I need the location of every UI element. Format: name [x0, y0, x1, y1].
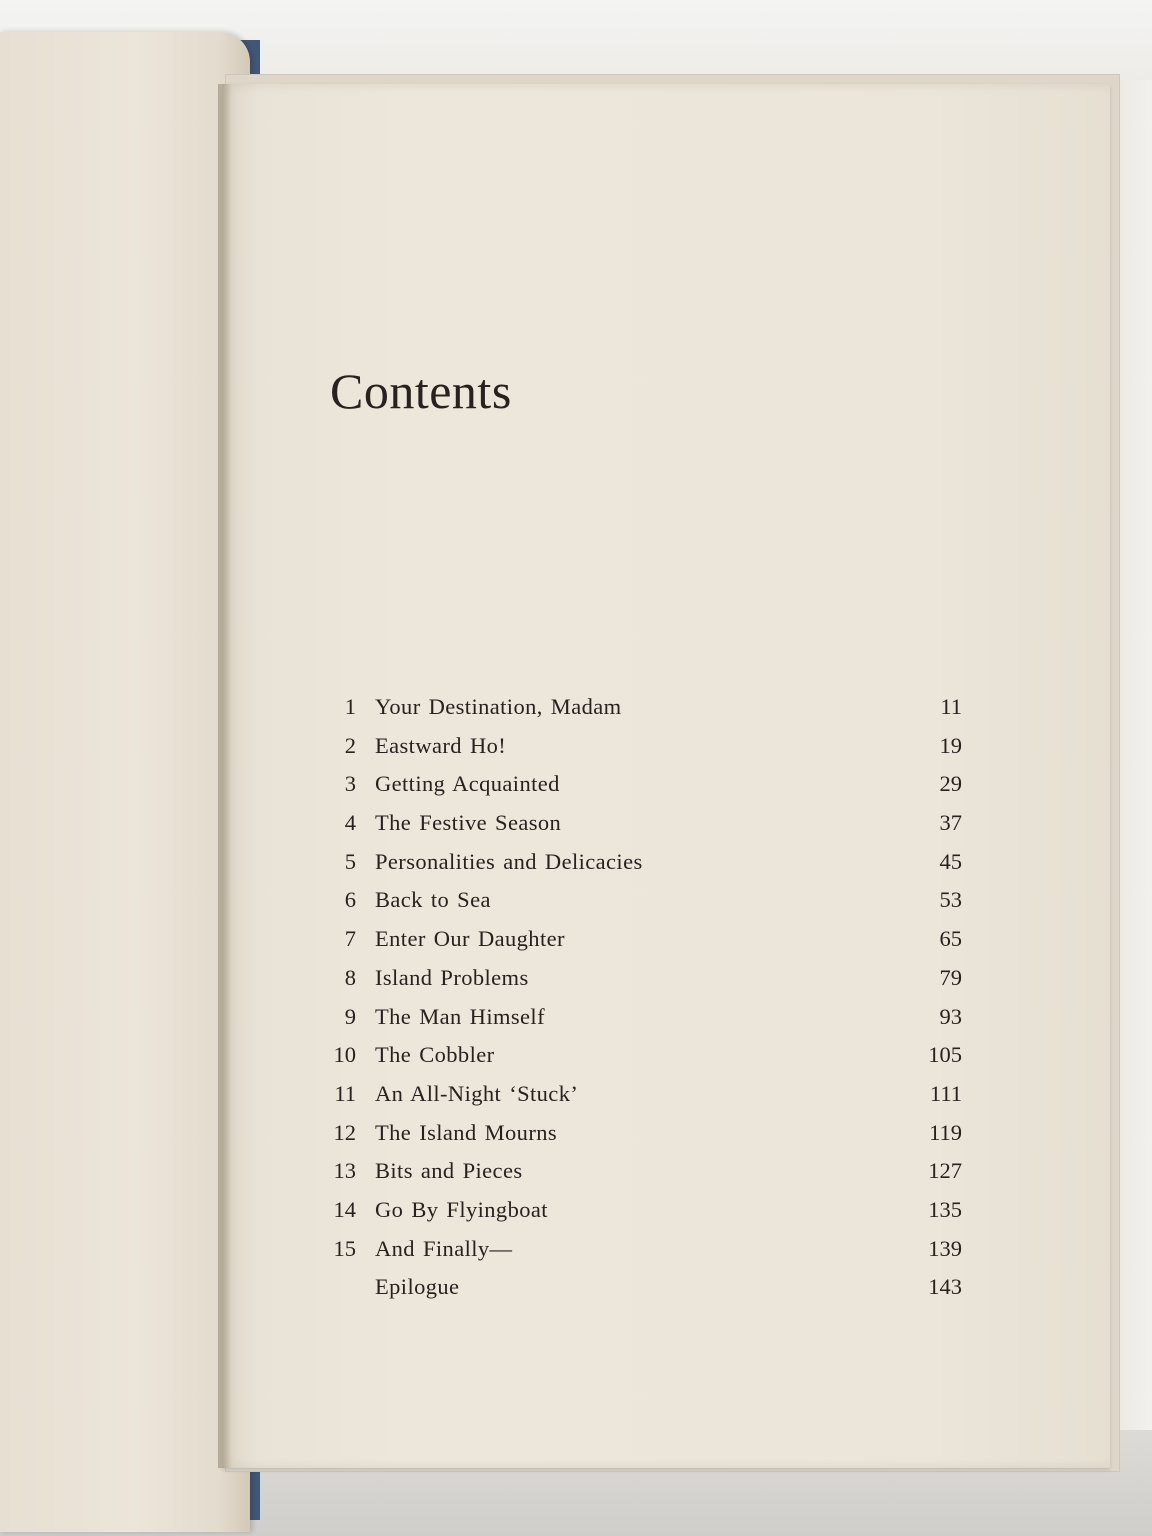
chapter-title: Personalities and Delicacies	[375, 848, 643, 874]
page-number: 127	[928, 1158, 962, 1184]
chapter-title: The Festive Season	[375, 810, 562, 836]
toc-entry[interactable]	[320, 727, 970, 766]
chapter-title: The Man Himself	[375, 1003, 545, 1029]
chapter-number: 8	[344, 964, 356, 990]
page-number: 29	[939, 771, 962, 797]
chapter-number: 10	[333, 1042, 356, 1068]
chapter-title: Island Problems	[375, 964, 529, 990]
chapter-title: Enter Our Daughter	[375, 926, 565, 952]
chapter-title: The Cobbler	[375, 1042, 495, 1068]
chapter-title: Getting Acquainted	[375, 771, 560, 797]
toc-entry[interactable]	[320, 1114, 970, 1153]
toc-entry[interactable]	[320, 920, 970, 959]
left-page	[0, 32, 250, 1532]
chapter-title: And Finally—	[375, 1235, 513, 1261]
page-number: 53	[939, 887, 962, 913]
toc-entry[interactable]	[320, 1191, 970, 1230]
chapter-number: 7	[344, 926, 356, 952]
chapter-title: The Island Mourns	[375, 1119, 558, 1145]
page-number: 11	[940, 694, 962, 719]
chapter-number: 3	[344, 771, 356, 797]
toc-entry[interactable]	[320, 804, 970, 843]
toc-entry[interactable]	[320, 959, 970, 998]
chapter-number: 6	[344, 887, 356, 913]
page-number: 93	[939, 1003, 962, 1029]
chapter-title: Epilogue	[375, 1274, 460, 1300]
toc-entry[interactable]	[320, 688, 970, 727]
page-title: Contents	[330, 363, 512, 419]
book-gutter	[218, 84, 232, 1468]
page-number: 19	[939, 732, 962, 758]
chapter-number: 14	[333, 1196, 356, 1222]
chapter-number: 9	[344, 1003, 356, 1029]
chapter-number: 12	[333, 1119, 356, 1145]
chapter-number: 2	[344, 732, 356, 758]
chapter-number: 11	[334, 1080, 356, 1106]
chapter-title: Your Destination, Madam	[375, 694, 622, 719]
toc-entry[interactable]	[320, 765, 970, 804]
chapter-number: 4	[344, 810, 356, 836]
toc-entry[interactable]	[320, 1036, 970, 1075]
chapter-title: An All-Night ‘Stuck’	[375, 1080, 579, 1106]
toc-entry[interactable]	[320, 1268, 970, 1307]
chapter-number: 15	[333, 1235, 356, 1261]
toc-entry[interactable]	[320, 843, 970, 882]
chapter-number: 13	[333, 1158, 356, 1184]
page-number: 79	[939, 964, 962, 990]
table-of-contents	[320, 688, 970, 1307]
page-number: 139	[928, 1235, 962, 1261]
chapter-title: Back to Sea	[375, 887, 491, 913]
page-number: 45	[939, 848, 962, 874]
page-number: 111	[929, 1080, 962, 1106]
toc-entry[interactable]	[320, 998, 970, 1037]
chapter-number: 1	[344, 694, 356, 719]
chapter-title: Bits and Pieces	[375, 1158, 523, 1184]
page-number: 119	[929, 1119, 962, 1145]
toc-entry[interactable]	[320, 1152, 970, 1191]
toc-entry[interactable]	[320, 1230, 970, 1269]
toc-entry[interactable]	[320, 881, 970, 920]
page-number: 143	[928, 1274, 962, 1300]
chapter-number: 5	[344, 848, 356, 874]
page-number: 135	[928, 1196, 962, 1222]
page-number: 105	[928, 1042, 962, 1068]
page-number: 37	[939, 810, 962, 836]
chapter-title: Go By Flyingboat	[375, 1196, 548, 1222]
chapter-title: Eastward Ho!	[375, 732, 507, 758]
page-number: 65	[939, 926, 962, 952]
toc-entry[interactable]	[320, 1075, 970, 1114]
